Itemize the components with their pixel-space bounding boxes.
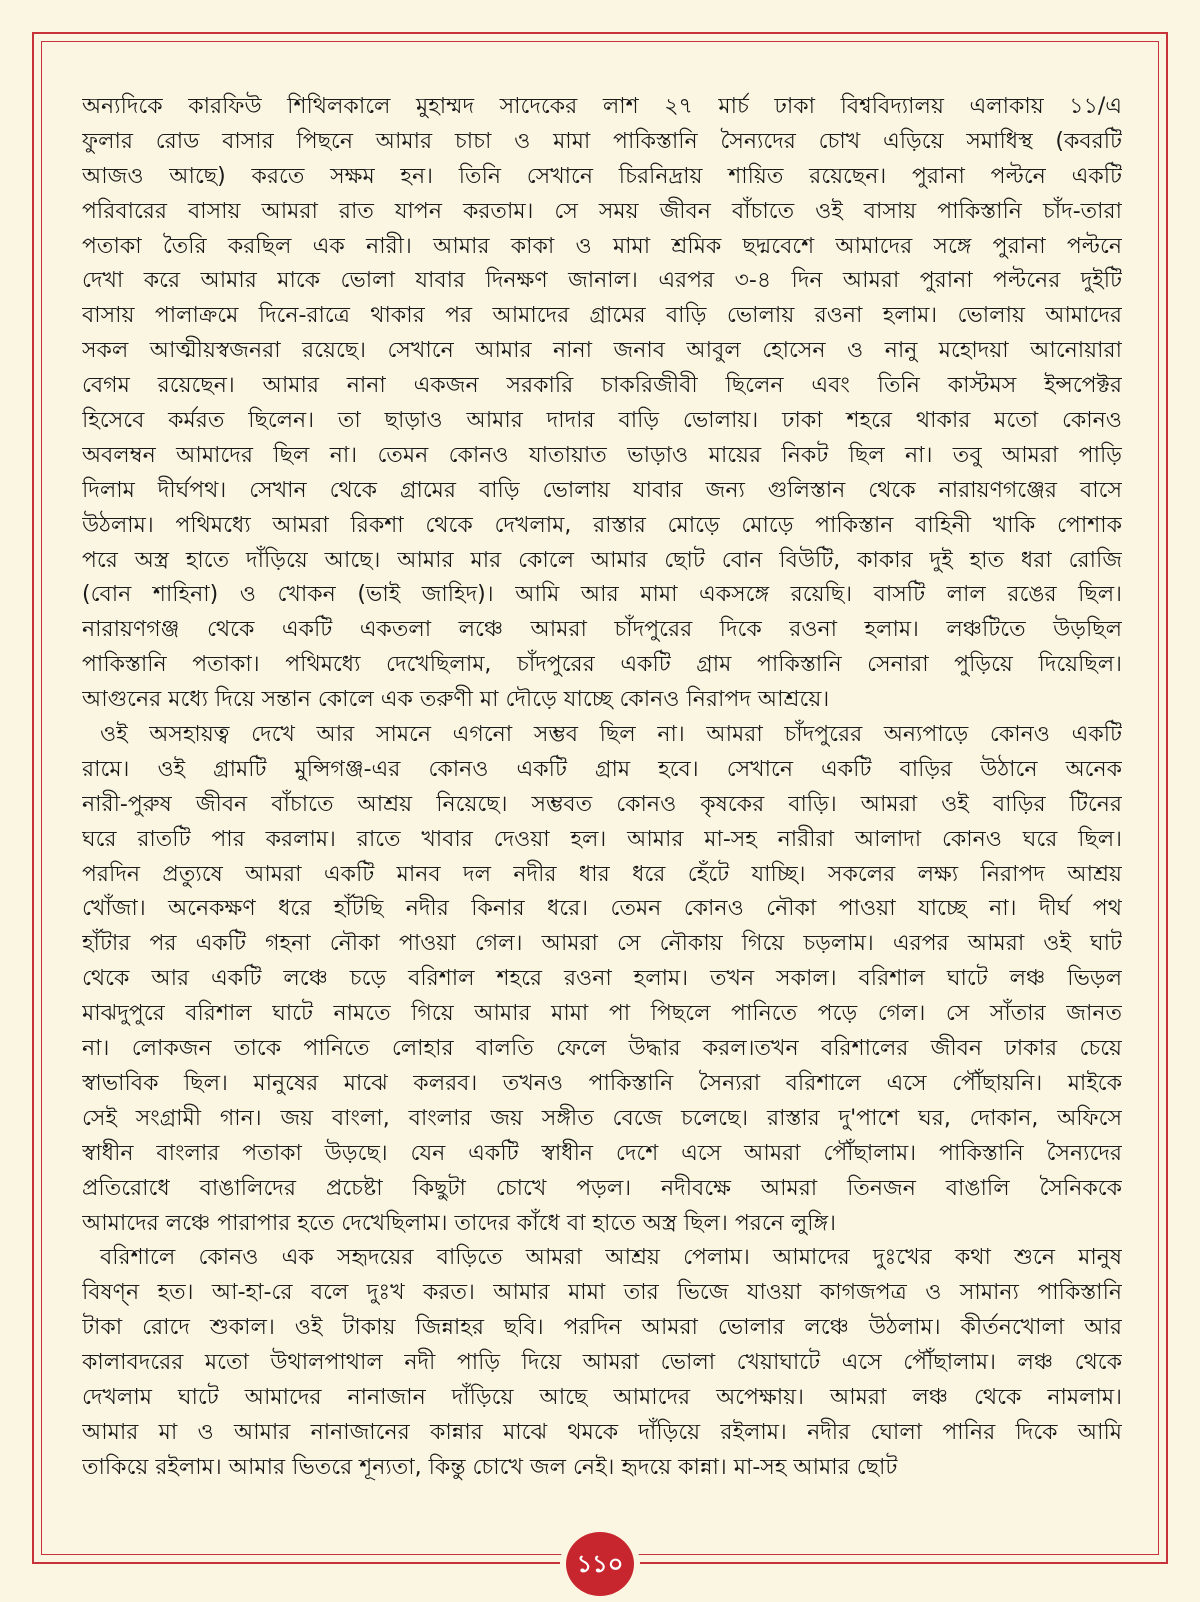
text-line: উঠলাম। পথিমধ্যে আমরা রিকশা থেকে দেখলাম, রাস্তার মোড়ে মোড়ে পাকিস্তান বাহিনী খাকি পোশাক: [82, 512, 1122, 538]
text-line: রামে। ওই গ্রামটি মুন্সিগঞ্জ-এর কোনও একটি গ্রাম হবে। সেখানে একটি বাড়ির উঠানে অনেক: [82, 756, 1122, 782]
text-line: (বোন শাহিনা) ও খোকন (ভাই জাহিদ)। আমি আর মামা একসঙ্গে রয়েছি। বাসটি লাল রঙের ছিল।: [82, 582, 1122, 608]
text-line: বরিশালে কোনও এক সহৃদয়ের বাড়িতে আমরা আশ্রয় পেলাম। আমাদের দুঃখের কথা শুনে মানুষ: [100, 1245, 1122, 1271]
text-line: দিলাম দীর্ঘপথ। সেখান থেকে গ্রামের বাড়ি ভোলায় যাবার জন্য গুলিস্তান থেকে নারায়ণগঞ্জের বাসে: [82, 477, 1122, 503]
text-line: কালাবদরের মতো উথালপাথাল নদী পাড়ি দিয়ে আমরা ভোলা খেয়াঘাটে এসে পৌঁছালাম। লঞ্চ থেকে: [82, 1350, 1122, 1376]
text-line: নারায়ণগঞ্জ থেকে একটি একতলা লঞ্চে আমরা চাঁদপুরের দিকে রওনা হলাম। লঞ্চটিতে উড়ছিল: [82, 617, 1122, 643]
text-line: আমাদের লঞ্চে পারাপার হতে দেখেছিলাম। তাদের কাঁধে বা হাতে অস্ত্র ছিল। পরনে লুঙ্গি।: [82, 1210, 836, 1236]
text-line: আজও আছে) করতে সক্ষম হন। তিনি সেখানে চিরনিদ্রায় শায়িত রয়েছেন। পুরানা পল্টনে একটি: [82, 163, 1122, 189]
text-line: পরিবারের বাসায় আমরা রাত যাপন করতাম। সে সময় জীবন বাঁচাতে ওই বাসায় পাকিস্তানি চাঁদ-তারা: [82, 198, 1122, 224]
text-line: ওই অসহায়ত্ব দেখে আর সামনে এগনো সম্ভব ছিল না। আমরা চাঁদপুরের অন্যপাড়ে কোনও একটি: [100, 722, 1122, 748]
text-line: সেই সংগ্রামী গান। জয় বাংলা, বাংলার জয় সঙ্গীত বেজে চলেছে। রাস্তার দু'পাশে ঘর, দোকান, অফিসে: [82, 1105, 1122, 1131]
text-line: না। লোকজন তাকে পানিতে লোহার বালতি ফেলে উদ্ধার করল।তখন বরিশালের জীবন ঢাকার চেয়ে: [82, 1036, 1122, 1062]
page-number: ১১০: [566, 1532, 634, 1596]
text-line: অন্যদিকে কারফিউ শিথিলকালে মুহাম্মদ সাদেকের লাশ ২৭ মার্চ ঢাকা বিশ্ববিদ্যালয় এলাকায় ১১/এ: [82, 94, 1122, 119]
text-line: আমার মা ও আমার নানাজানের কান্নার মাঝে থমকে দাঁড়িয়ে রইলাম। নদীর ঘোলা পানির দিকে আমি: [82, 1419, 1122, 1445]
text-line: হাঁটার পর একটি গহনা নৌকা পাওয়া গেল। আমরা সে নৌকায় গিয়ে চড়লাম। এরপর আমরা ওই ঘাট: [82, 931, 1122, 957]
body-text: [82, 90, 1122, 1486]
text-line: হিসেবে কর্মরত ছিলেন। তা ছাড়াও আমার দাদার বাড়ি ভোলায়। ঢাকা শহরে থাকার মতো কোনও: [82, 408, 1122, 434]
text-line: বাসায় পালাক্রমে দিনে-রাত্রে থাকার পর আমাদের গ্রামের বাড়ি ভোলায় রওনা হলাম। ভোলায় আমাদের: [82, 303, 1122, 329]
text-line: পরে অস্ত্র হাতে দাঁড়িয়ে আছে। আমার মার কোলে আমার ছোট বোন বিউটি, কাকার দুই হাত ধরা রোজি: [82, 547, 1122, 573]
text-line: মাঝদুপুরে বরিশাল ঘাটে নামতে গিয়ে আমার মামা পা পিছলে পানিতে পড়ে গেল। সে সাঁতার জানত: [82, 1001, 1122, 1027]
text-line: টাকা রোদে শুকাল। ওই টাকায় জিন্নাহর ছবি। পরদিন আমরা ভোলার লঞ্চে উঠলাম। কীর্তনখোলা আর: [82, 1315, 1122, 1341]
text-line: আগুনের মধ্যে দিয়ে সন্তান কোলে এক তরুণী মা দৌড়ে যাচ্ছে কোনও নিরাপদ আশ্রয়ে।: [82, 687, 830, 713]
text-line: বিষণ্ন হত। আ-হা-রে বলে দুঃখ করত। আমার মামা তার ভিজে যাওয়া কাগজপত্র ও সামান্য পাকিস্তানি: [82, 1280, 1122, 1306]
text-line: নারী-পুরুষ জীবন বাঁচাতে আশ্রয় নিয়েছে। সম্ভবত কোনও কৃষকের বাড়ি। আমরা ওই বাড়ির টিনের: [82, 791, 1122, 817]
text-line: থেকে আর একটি লঞ্চে চড়ে বরিশাল শহরে রওনা হলাম। তখন সকাল। বরিশাল ঘাটে লঞ্চ ভিড়ল: [82, 966, 1122, 992]
text-line: ফুলার রোড বাসার পিছনে আমার চাচা ও মামা পাকিস্তানি সৈন্যদের চোখ এড়িয়ে সমাধিস্থ (কবরটি: [82, 128, 1122, 154]
text-line: বেগম রয়েছেন। আমার নানা একজন সরকারি চাকরিজীবী ছিলেন এবং তিনি কাস্টমস ইন্সপেক্টর: [82, 373, 1122, 399]
text-line: ঘরে রাতটি পার করলাম। রাতে খাবার দেওয়া হল। আমার মা-সহ নারীরা আলাদা কোনও ঘরে ছিল।: [82, 826, 1122, 852]
text-line: দেখলাম ঘাটে আমাদের নানাজান দাঁড়িয়ে আছে আমাদের অপেক্ষায়। আমরা লঞ্চ থেকে নামলাম।: [82, 1384, 1122, 1410]
text-line: সকল আত্মীয়স্বজনরা রয়েছে। সেখানে আমার নানা জনাব আবুল হোসেন ও নানু মহোদয়া আনোয়ারা: [82, 338, 1122, 364]
text-line: পতাকা তৈরি করছিল এক নারী। আমার কাকা ও মামা শ্রমিক ছদ্মবেশে আমাদের সঙ্গে পুরানা পল্টনে: [82, 233, 1122, 259]
text-line: খোঁজা। অনেকক্ষণ ধরে হাঁটছি নদীর কিনার ধরে। তেমন কোনও নৌকা পাওয়া যাচ্ছে না। দীর্ঘ পথ: [82, 896, 1122, 922]
text-line: তাকিয়ে রইলাম। আমার ভিতরে শূন্যতা, কিন্তু চোখে জল নেই। হৃদয়ে কান্না। মা-সহ আমার ছোট: [82, 1454, 898, 1480]
text-line: প্রতিরোধে বাঙালিদের প্রচেষ্টা কিছুটা চোখে পড়ল। নদীবক্ষে আমরা তিনজন বাঙালি সৈনিককে: [82, 1175, 1122, 1201]
text-line: স্বাভাবিক ছিল। মানুষের মাঝে কলরব। তখনও পাকিস্তানি সৈন্যরা বরিশালে এসে পৌঁছায়নি। মাইকে: [82, 1070, 1122, 1096]
text-line: পরদিন প্রত্যুষে আমরা একটি মানব দল নদীর ধার ধরে হেঁটে যাচ্ছি। সকলের লক্ষ্য নিরাপদ আশ্রয়: [82, 861, 1122, 887]
text-line: স্বাধীন বাংলার পতাকা উড়ছে। যেন একটি স্বাধীন দেশে এসে আমরা পৌঁছালাম। পাকিস্তানি সৈন্যদের: [82, 1140, 1122, 1166]
text-line: দেখা করে আমার মাকে ভোলা যাবার দিনক্ষণ জানাল। এরপর ৩-৪ দিন আমরা পুরানা পল্টনের দুইটি: [82, 268, 1122, 294]
text-line: অবলম্বন আমাদের ছিল না। তেমন কোনও যাতায়াত ভাড়াও মায়ের নিকট ছিল না। তবু আমরা পাড়ি: [82, 442, 1122, 468]
text-line: পাকিস্তানি পতাকা। পথিমধ্যে দেখেছিলাম, চাঁদপুরের একটি গ্রাম পাকিস্তানি সেনারা পুড়িয়ে দিয়েছিল।: [82, 652, 1122, 678]
